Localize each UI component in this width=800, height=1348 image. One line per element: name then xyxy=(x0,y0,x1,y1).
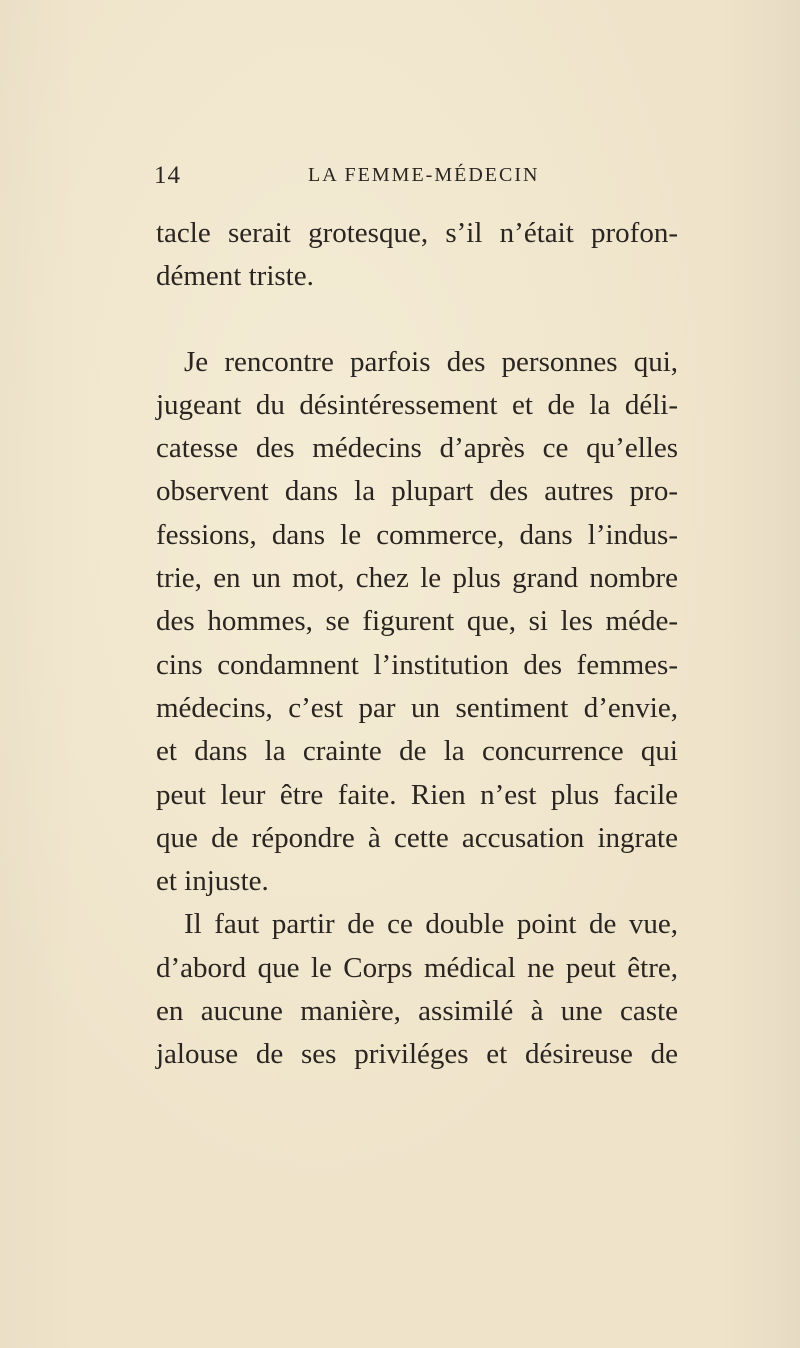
text-line: jalouse de ses priviléges et désireuse de xyxy=(156,1038,678,1071)
text-line: Il faut partir de ce double point de vue, xyxy=(184,908,678,941)
text-line: trie, en un mot, chez le plus grand nombre xyxy=(156,562,678,595)
text-line: cins condamnent l’institution des femmes- xyxy=(156,648,678,681)
text-line: médecins, c’est par un sentiment d’envie, xyxy=(156,691,678,724)
paragraph xyxy=(156,903,678,1076)
text-line: que de répondre à cette accusation ingrate xyxy=(156,821,678,854)
text-line: observent dans la plupart des autres pro- xyxy=(156,475,678,508)
text-line: d’abord que le Corps médical ne peut être, xyxy=(156,951,678,984)
paragraph xyxy=(156,212,678,299)
text-line: dément triste. xyxy=(156,260,314,293)
page-number: 14 xyxy=(154,162,181,189)
text-line: jugeant du désintéressement et de la déli- xyxy=(156,388,678,421)
text-line: et injuste. xyxy=(156,865,269,898)
text-line: et dans la crainte de la concurrence qui xyxy=(156,735,678,768)
text-line: des hommes, se figurent que, si les méde- xyxy=(156,605,678,638)
text-line: catesse des médecins d’après ce qu’elles xyxy=(156,432,678,465)
text-line: Je rencontre parfois des personnes qui, xyxy=(184,345,678,378)
text-line: tacle serait grotesque, s’il n’était profon- xyxy=(156,217,678,249)
text-line: peut leur être faite. Rien n’est plus facile xyxy=(156,778,678,811)
text-line: fessions, dans le commerce, dans l’indus- xyxy=(156,518,678,551)
paragraph xyxy=(156,341,678,904)
page-header xyxy=(140,162,680,192)
text-line: en aucune manière, assimilé à une caste xyxy=(156,995,678,1028)
running-title: LA FEMME-MÉDECIN xyxy=(308,164,540,186)
body-text xyxy=(156,212,678,1077)
paragraph-gap xyxy=(156,299,678,341)
